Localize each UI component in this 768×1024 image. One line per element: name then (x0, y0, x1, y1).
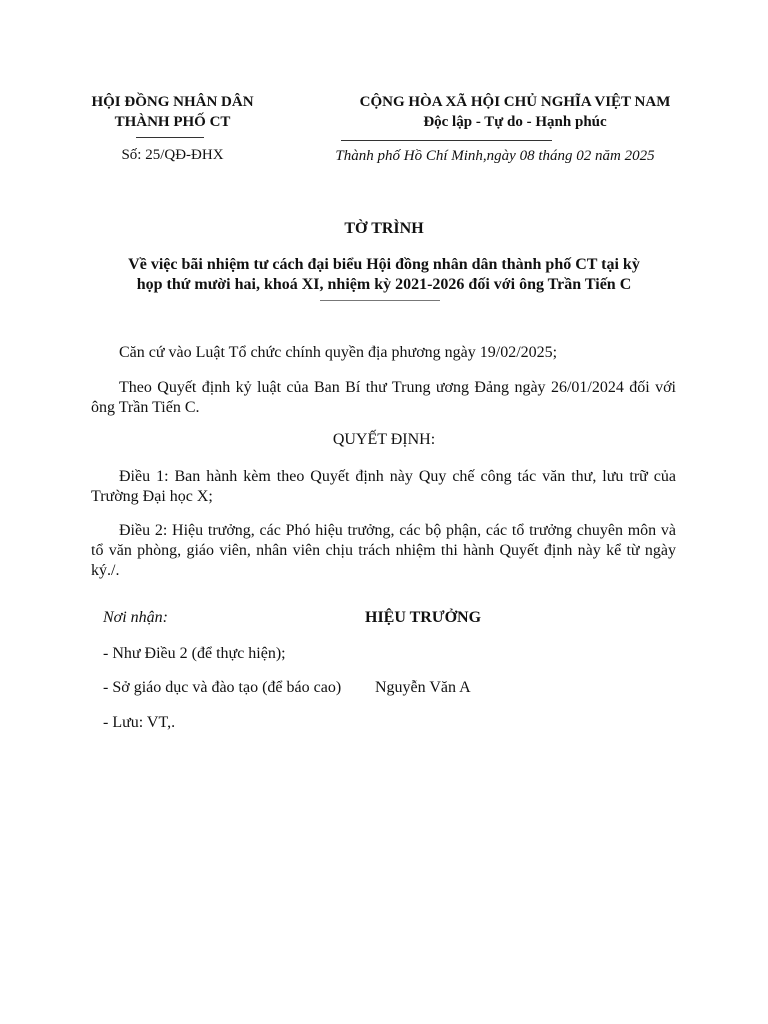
document-type-title: TỜ TRÌNH (344, 220, 424, 237)
subject-line-2: họp thứ mười hai, khoá XI, nhiệm kỳ 2021-2026 đối với ông Trần Tiến C (136, 276, 632, 293)
place-and-date: Thành phố Hồ Chí Minh,ngày 08 tháng 02 năm 2025 (335, 148, 655, 164)
nation-name: CỘNG HÒA XÃ HỘI CHỦ NGHĨA VIỆT NAM (359, 94, 671, 110)
signer-name: Nguyễn Văn A (375, 679, 471, 696)
subject-line-1: Về việc bãi nhiệm tư cách đại biểu Hội đồng nhân dân thành phố CT tại kỳ (128, 256, 640, 273)
document-number: Số: 25/QĐ-ĐHX (121, 147, 224, 163)
article-2: Điều 2: Hiệu trưởng, các Phó hiệu trưởng, các bộ phận, các tổ trưởng chuyên môn và tổ văn phòng, giáo viên, nhân viên chịu trách nhiệm thi hành Quyết định này kể từ ngày ký./. (91, 522, 676, 579)
subject-underline (320, 300, 440, 301)
recipient-item: - Sở giáo dục và đào tạo (để báo cao) (103, 679, 342, 696)
council-name-line1: HỘI ĐỒNG NHÂN DÂN (91, 94, 254, 110)
issuing-authority (70, 92, 275, 132)
recipient-item: - Lưu: VT,. (103, 714, 176, 731)
nation-motto: Độc lập - Tự do - Hạnh phúc (423, 114, 607, 130)
national-motto (335, 92, 695, 132)
decision-heading: QUYẾT ĐỊNH: (332, 431, 436, 448)
document-subject (84, 255, 684, 295)
recipient-item: - Như Điều 2 (để thực hiện); (103, 645, 286, 662)
article-1: Điều 1: Ban hành kèm theo Quyết định này Quy chế công tác văn thư, lưu trữ của Trường Đại học X; (91, 468, 676, 505)
signer-title: HIỆU TRƯỞNG (365, 609, 482, 626)
council-name-line2: THÀNH PHỐ CT (114, 114, 231, 130)
motto-underline (341, 140, 552, 141)
authority-underline (136, 137, 204, 138)
legal-basis-2: Theo Quyết định kỷ luật của Ban Bí thư Trung ương Đảng ngày 26/01/2024 đối với ông Trần Tiến C. (91, 379, 676, 416)
recipients-label: Nơi nhận: (103, 609, 168, 626)
legal-basis-1: Căn cứ vào Luật Tổ chức chính quyền địa phương ngày 19/02/2025; (119, 344, 558, 361)
